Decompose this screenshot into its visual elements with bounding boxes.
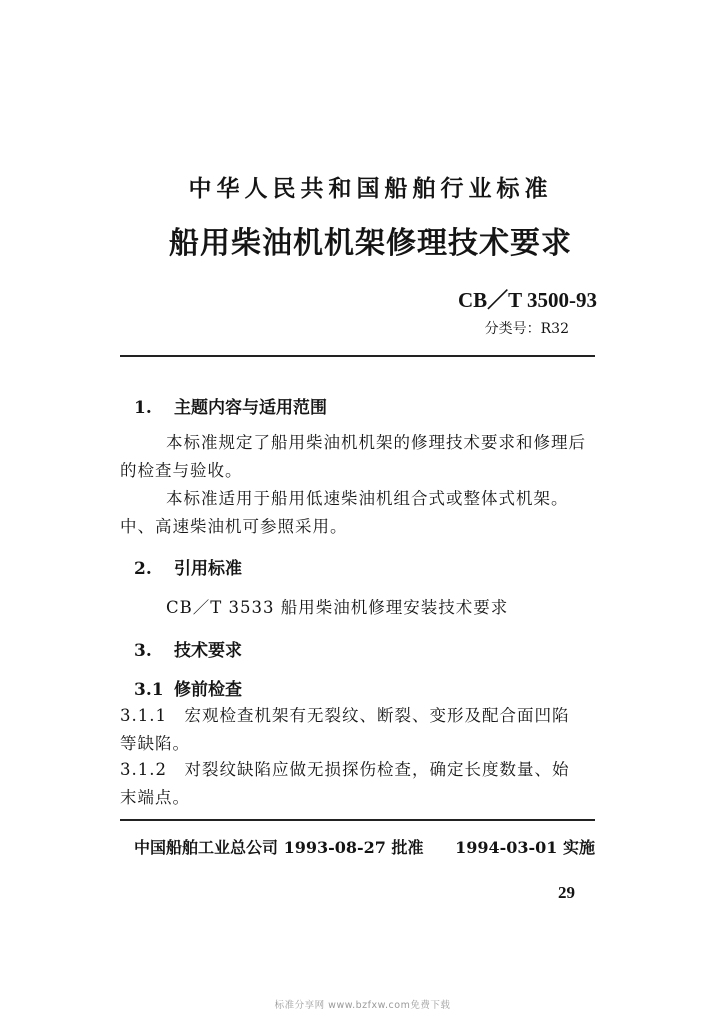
clause-3-1-2 (120, 756, 595, 812)
clause-3-1-2-line-1: 3.1.2 对裂纹缺陷应做无损探伤检查，确定长度数量、始 (120, 760, 570, 779)
section-3-title: 技术要求 (174, 641, 242, 661)
clause-3-1-1-line-2: 等缺陷。 (120, 734, 190, 753)
subsection-3-1-heading (134, 675, 242, 700)
classification-code: 分类号：R32 (484, 321, 569, 337)
section-1-para-1-line-2: 的检查与验收。 (120, 461, 243, 480)
clause-3-1-1 (120, 702, 595, 758)
header-divider (120, 355, 595, 357)
subsection-3-1-number: 3.1 (134, 680, 164, 700)
section-1-heading (134, 393, 327, 418)
section-1-paragraph-2 (120, 485, 595, 541)
clause-3-1-1-line-1: 3.1.1 宏观检查机架有无裂纹、断裂、变形及配合面凹陷 (120, 706, 570, 725)
section-1-para-2-line-2: 中、高速柴油机可参照采用。 (120, 517, 348, 536)
approval-statement: 中国船舶工业总公司 1993-08-27 批准 (134, 838, 424, 857)
watermark-text: 标准分享网 www.bzfxw.com免费下载 (274, 1000, 451, 1011)
section-3-number: 3. (134, 641, 152, 661)
section-1-paragraph-1 (120, 429, 595, 485)
section-1-para-1-line-1: 本标准规定了船用柴油机机架的修理技术要求和修理后 (166, 433, 586, 452)
section-1-number: 1. (134, 398, 152, 418)
standard-code: CB／T 3500-93 (457, 288, 597, 312)
implementation-date: 1994-03-01 实施 (455, 838, 595, 857)
section-2-heading (134, 554, 242, 579)
industry-standard-heading: 中华人民共和国船舶行业标准 (188, 176, 553, 202)
page-number: 29 (558, 883, 575, 902)
referenced-standard: CB／T 3533 船用柴油机修理安装技术要求 (166, 598, 509, 617)
subsection-3-1-title: 修前检查 (174, 680, 242, 700)
section-3-heading (134, 636, 242, 661)
clause-3-1-2-line-2: 末端点。 (120, 788, 190, 807)
section-1-title: 主题内容与适用范围 (174, 398, 327, 418)
section-1-para-2-line-1: 本标准适用于船用低速柴油机组合式或整体式机架。 (166, 489, 569, 508)
section-2-title: 引用标准 (174, 559, 242, 579)
document-title: 船用柴油机机架修理技术要求 (169, 226, 572, 261)
footer-divider (120, 819, 595, 821)
section-2-number: 2. (134, 559, 152, 579)
